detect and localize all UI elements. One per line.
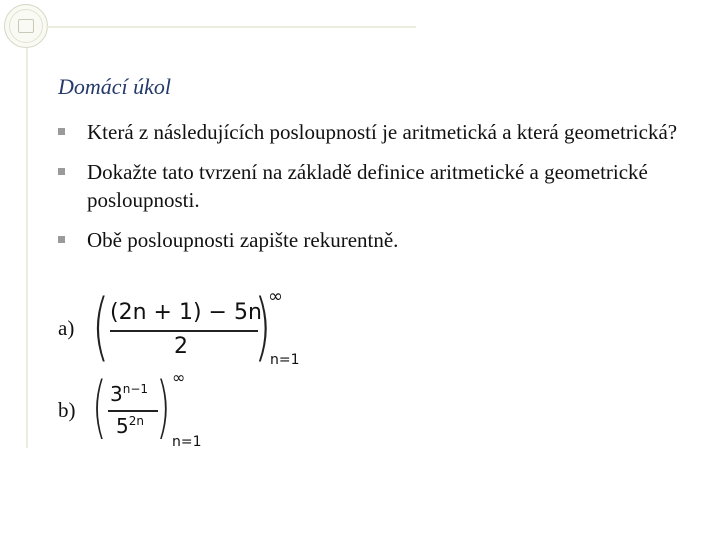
bullet-text: Dokažte tato tvrzení na základě definice aritmetické a geometrické posloupnosti.: [87, 160, 648, 212]
left-paren: (: [92, 284, 110, 370]
left-divider: [26, 48, 28, 448]
bullet-text: Obě posloupnosti zapište rekurentně.: [87, 228, 399, 252]
numerator-base: 3: [110, 382, 123, 406]
fraction-bar: [108, 410, 158, 412]
formula-b-upper-limit: ∞: [172, 368, 186, 387]
university-logo: [4, 4, 48, 48]
formula-a-lower-limit: n=1: [270, 352, 300, 368]
left-paren: (: [92, 368, 107, 447]
formula-b-denominator: [116, 414, 144, 438]
formula-a-denominator: 2: [174, 334, 188, 359]
item-label-a: a): [58, 316, 75, 340]
right-paren: ): [254, 284, 272, 370]
bullet-item: [58, 226, 678, 254]
item-label-b: b): [58, 398, 76, 422]
bullet-text: Která z následujících posloupností je aritmetická a která geometrická?: [87, 120, 678, 144]
square-bullet-icon: [58, 236, 65, 243]
right-paren: ): [156, 368, 171, 447]
square-bullet-icon: [58, 168, 65, 175]
bullet-item: [58, 118, 678, 146]
formula-b: [92, 368, 212, 452]
bullet-item: [58, 158, 678, 214]
logo-seal: [9, 9, 43, 43]
formula-a-upper-limit: ∞: [268, 286, 283, 307]
formula-b-numerator: [110, 382, 148, 406]
numerator-exponent: n−1: [122, 382, 149, 396]
top-divider: [46, 26, 416, 28]
formula-b-lower-limit: n=1: [172, 434, 202, 450]
formula-a: [92, 284, 307, 370]
square-bullet-icon: [58, 128, 65, 135]
denominator-base: 5: [116, 414, 129, 438]
formula-a-numerator: (2n + 1) − 5n: [110, 300, 262, 325]
denominator-exponent: 2n: [128, 414, 144, 428]
fraction-bar: [110, 330, 258, 332]
logo-emblem-icon: [18, 19, 34, 33]
bullet-list: [58, 118, 678, 266]
slide-title: Domácí úkol: [58, 74, 172, 99]
